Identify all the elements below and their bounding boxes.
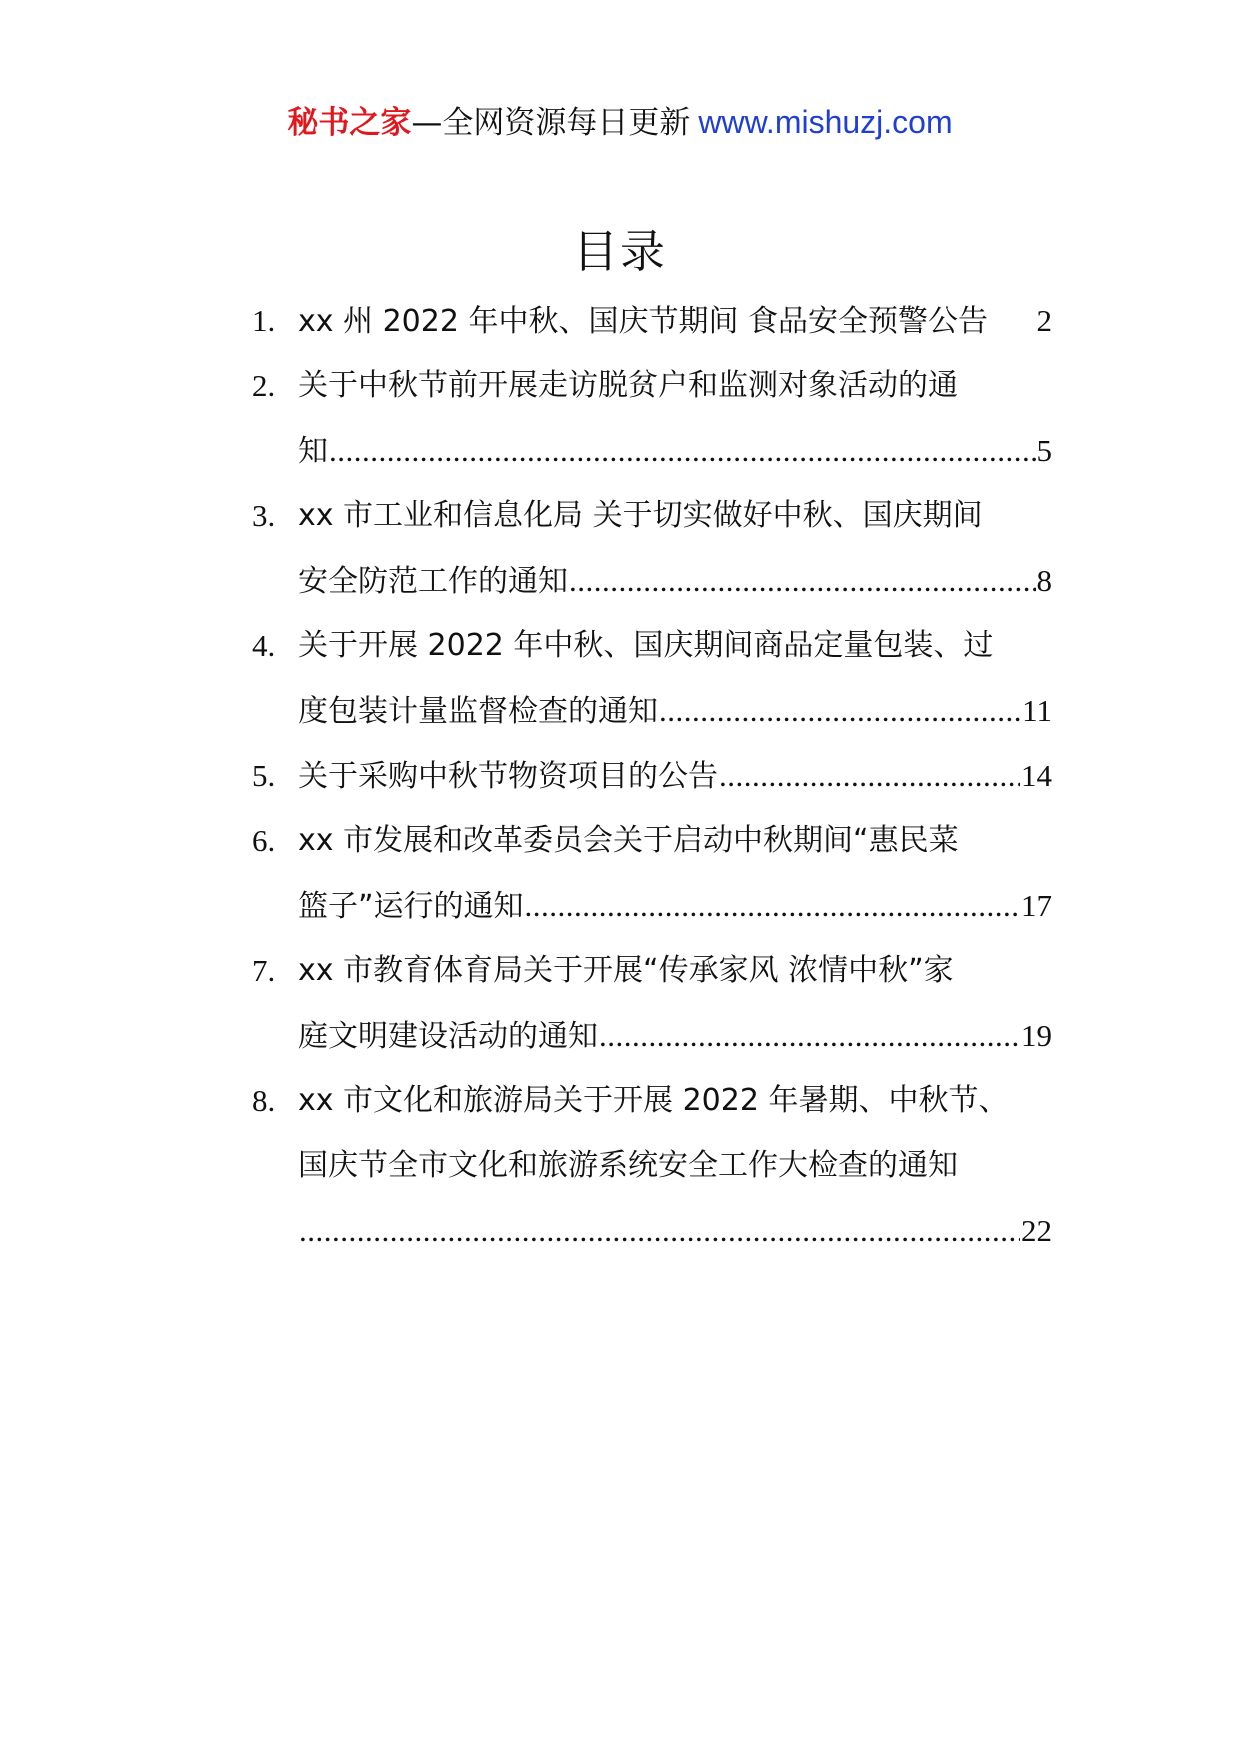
toc-entry-title-line: 知 [298, 434, 328, 469]
toc-page-number: 14 [1021, 758, 1052, 793]
toc-entry-title-line: 关于开展 2022 年中秋、国庆期间商品定量包装、过 [298, 628, 994, 663]
toc-page-number: 22 [1021, 1213, 1052, 1248]
toc-entry[interactable] [252, 483, 1052, 613]
toc-entry[interactable] [252, 613, 1052, 743]
toc-entry[interactable] [252, 743, 1052, 808]
toc-leader-dots [599, 1003, 1020, 1068]
brand-name: 秘书之家 [287, 105, 412, 141]
toc-leader-dots [569, 548, 1036, 613]
toc-entry-title-line: xx 市发展和改革委员会关于启动中秋期间“惠民菜 [298, 823, 959, 858]
toc-page-number: 17 [1021, 888, 1052, 923]
toc-entry[interactable] [252, 353, 1052, 483]
toc-entry-number: 7. [252, 953, 276, 988]
toc-entry[interactable] [252, 808, 1052, 938]
table-of-contents [252, 288, 1052, 1263]
toc-entry-title-line: xx 州 2022 年中秋、国庆节期间 食品安全预警公告 [298, 304, 988, 339]
toc-entry-title-line: xx 市文化和旅游局关于开展 2022 年暑期、中秋节、 [298, 1083, 1009, 1118]
toc-entry-title-line: xx 市工业和信息化局 关于切实做好中秋、国庆期间 [298, 498, 983, 533]
toc-entry-number: 6. [252, 823, 276, 858]
toc-entry-title-line: xx 市教育体育局关于开展“传承家风 浓情中秋”家 [298, 953, 954, 988]
site-url-link[interactable]: www.mishuzj.com [698, 104, 953, 140]
toc-entry[interactable] [252, 288, 1052, 353]
toc-entry[interactable] [252, 1068, 1052, 1263]
header-slogan: —全网资源每日更新 [411, 105, 691, 141]
toc-entry-title-line: 篮子”运行的通知 [298, 889, 524, 924]
toc-leader-dots [525, 873, 1020, 938]
toc-entry-number: 4. [252, 628, 276, 663]
toc-entry-number: 2. [252, 368, 276, 403]
toc-entry-title-line: 关于中秋节前开展走访脱贫户和监测对象活动的通 [298, 368, 958, 403]
toc-page-number: 2 [1036, 303, 1052, 338]
toc-page-number: 5 [1036, 433, 1052, 468]
toc-entry[interactable] [252, 938, 1052, 1068]
toc-leader-dots [719, 743, 1020, 808]
toc-entry-title-line: 国庆节全市文化和旅游系统安全工作大检查的通知 [298, 1148, 958, 1183]
toc-page-number: 11 [1022, 693, 1052, 728]
toc-entry-title-line: 安全防范工作的通知 [298, 564, 568, 599]
toc-page-number: 8 [1036, 563, 1052, 598]
toc-entry-number: 8. [252, 1083, 276, 1118]
page-title: 目录 [572, 225, 667, 278]
toc-leader-dots [659, 678, 1021, 743]
toc-page-number: 19 [1021, 1018, 1052, 1053]
toc-entry-title-line: 关于采购中秋节物资项目的公告 [298, 759, 718, 794]
toc-leader-dots [299, 1198, 1020, 1263]
toc-entry-number: 1. [252, 303, 276, 338]
toc-entry-title-line: 度包装计量监督检查的通知 [298, 694, 658, 729]
toc-leader-dots [329, 418, 1036, 483]
toc-entry-title-line: 庭文明建设活动的通知 [298, 1019, 598, 1054]
toc-entry-number: 3. [252, 498, 276, 533]
toc-entry-number: 5. [252, 758, 276, 793]
site-header [0, 102, 1240, 143]
